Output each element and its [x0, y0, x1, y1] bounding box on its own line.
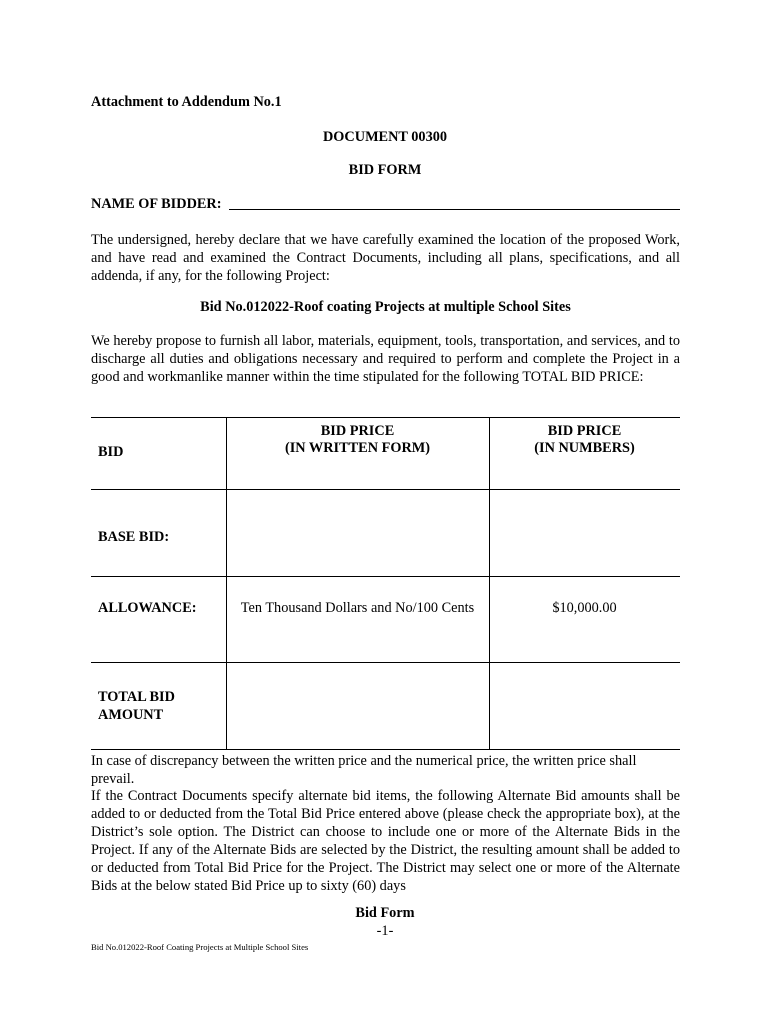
table-rule-1 — [91, 489, 680, 490]
header-bid: BID — [98, 444, 124, 460]
row-base-bid-numbers-field[interactable] — [489, 528, 680, 568]
footer-form-title: Bid Form — [355, 905, 415, 921]
header-numbers-line-2: (IN NUMBERS) — [534, 440, 635, 456]
row-total-label-line-2: AMOUNT — [98, 707, 164, 723]
header-numbers-line-1: BID PRICE — [547, 423, 622, 439]
document-number: DOCUMENT 00300 — [322, 129, 448, 145]
bidder-name-label: NAME OF BIDDER: — [91, 196, 222, 212]
row-total-written-field[interactable] — [226, 690, 489, 730]
row-base-bid-label: BASE BID: — [98, 529, 170, 545]
header-written-line-2: (IN WRITTEN FORM) — [284, 440, 431, 456]
table-rule-2 — [91, 576, 680, 577]
row-total-label-line-1: TOTAL BID — [98, 689, 175, 705]
row-allowance-label: ALLOWANCE: — [98, 600, 197, 616]
table-rule-3 — [91, 662, 680, 663]
table-top-rule — [91, 417, 680, 418]
header-written-line-1: BID PRICE — [320, 423, 395, 439]
form-title: BID FORM — [348, 162, 422, 178]
attachment-heading: Attachment to Addendum No.1 — [91, 94, 282, 110]
footer-page-number: -1- — [376, 923, 394, 939]
table-rule-4 — [91, 749, 680, 750]
row-allowance-numbers: $10,000.00 — [552, 600, 617, 616]
row-allowance-written: Ten Thousand Dollars and No/100 Cents — [240, 600, 475, 616]
row-total-numbers-field[interactable] — [489, 690, 680, 730]
intro-paragraph: The undersigned, hereby declare that we have carefully examined the location of the proposed Work, and have read and examined the Contract Documents, including all plans, specifications, and all addenda, if any, for the following Project: — [91, 232, 680, 284]
proposal-paragraph: We hereby propose to furnish all labor, materials, equipment, tools, transportation, and services, and to discharge all duties and obligations necessary and required to perform and complete the Project in a good and workmanlike manner within the time stipulated for the following TOTAL BID PRICE: — [91, 333, 680, 385]
row-base-bid-written-field[interactable] — [226, 528, 489, 568]
bidder-name-field[interactable] — [229, 209, 680, 210]
footer-project-note: Bid No.012022-Roof Coating Projects at Multiple School Sites — [91, 942, 309, 952]
discrepancy-paragraph: In case of discrepancy between the written price and the numerical price, the written price shall prevail. — [91, 753, 637, 787]
alternates-paragraph: If the Contract Documents specify alternate bid items, the following Alternate Bid amounts shall be added to or deducted from the Total Bid Price entered above (please check the appropriate box), at the District’s sole option. The District can choose to include one or more of the Alternate Bids in the Project. If any of the Alternate Bids are selected by the District, the resulting amount shall be added to or deducted from Total Bid Price for the Project. The District may select one or more of the Alternate Bids at the below stated Bid Price up to sixty (60) days — [91, 788, 680, 894]
project-title: Bid No.012022-Roof coating Projects at multiple School Sites — [200, 299, 571, 315]
